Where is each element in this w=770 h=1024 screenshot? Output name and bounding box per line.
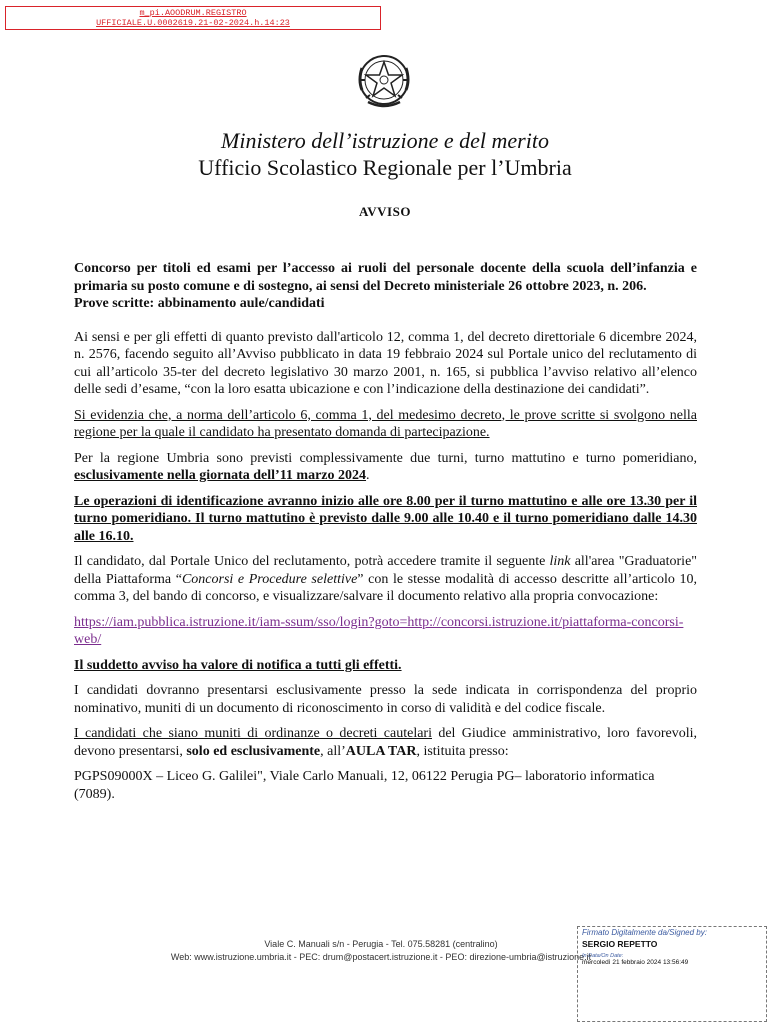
paragraph-8 [74, 725, 697, 760]
paragraph-2: Si evidenzia che, a norma dell’articolo 6, comma 1, del medesimo decreto, le prove scritte si svolgono nella regione per la quale il candidato ha presentato domanda di partecipazione. [74, 407, 697, 440]
signer-name: SERGIO REPETTO [582, 939, 658, 949]
protocol-line-1: m_pi.AOODRUM.REGISTRO [139, 8, 247, 18]
aula-tar: AULA TAR [345, 743, 417, 759]
platform-name: Concorsi e Procedure selettive [181, 571, 358, 587]
exam-date: esclusivamente nella giornata dell’11 marzo 2024 [74, 468, 367, 483]
signature-date: mercoledì 21 febbraio 2024 13:56:49 [582, 959, 689, 966]
paragraph-5 [74, 553, 697, 606]
paragraph-5-text-a: Il candidato, dal Portale Unico del reclutamento, potrà accedere tramite il seguente [74, 554, 550, 569]
protocol-line-2: UFFICIALE.U.0002619.21-02-2024.h.14:23 [96, 18, 290, 28]
paragraph-3 [74, 450, 697, 485]
paragraph-8-text-f: , istituita presso: [416, 743, 509, 759]
document-body [74, 260, 697, 811]
paragraph-5-text-c: ” con le stesse modalità di accesso descritte all’articolo 10, comma 3, del bando di concorso, e visualizzare/salvare il documento relativo alla propria convocazione: [74, 571, 698, 604]
footer [120, 938, 642, 964]
paragraph-9-venue: PGPS09000X – Liceo G. Galilei", Viale Carlo Manuali, 12, 06122 Perugia PG– laboratorio informatica (7089). [74, 769, 655, 802]
paragraph-1: Ai sensi e per gli effetti di quanto previsto dall'articolo 12, comma 1, del decreto direttoriale 6 dicembre 2024, n. 2576, facendo seguito all’Avviso pubblicato in data 19 febbraio 2024 sul Portale unico del reclutamento di cui all’articolo 35-ter del decreto legislativo 30 marzo 2001, n. 165, si pubblica l’avviso relativo all’elenco delle sedi d’esame, “con la loro esatta ubicazione e con l’indicazione della destinazione dei candidati”. [74, 329, 697, 397]
paragraph-8-emphasis: solo ed esclusivamente [186, 743, 321, 759]
notice-title [74, 260, 697, 313]
paragraph-8-text-b: del Giudice amministrativo, loro favorevoli, devono presentarsi, [74, 726, 697, 759]
notice-title-line-2: Prove scritte: abbinamento aule/candidati [74, 296, 325, 311]
notice-title-line-1: Concorso per titoli ed esami per l’accesso ai ruoli del personale docente della scuola dell’infanzia e primaria su posto comune e di sostegno, ai sensi del Decreto ministeriale 26 ottobre 2023, n. 206. [74, 261, 697, 294]
paragraph-8-text-d: , all’ [320, 743, 346, 759]
paragraph-5-link-word: link [549, 554, 571, 569]
paragraph-7: I candidati dovranno presentarsi esclusivamente presso la sede indicata in corrispondenza del proprio nominativo, muniti di un documento di riconoscimento in corso di validità e del codice fiscale. [74, 683, 697, 716]
paragraph-url [74, 614, 697, 649]
paragraph-4-schedule: Le operazioni di identificazione avranno inizio alle ore 8.00 per il turno mattutino e alle ore 13.30 per il turno pomeridiano. Il turno mattutino è previsto dalle 9.00 alle 10.40 e il turno pomeridiano dalle 14.30 alle 16.10. [74, 493, 697, 544]
footer-contacts: Web: www.istruzione.umbria.it - PEC: drum@postacert.istruzione.it - PEO: direzione-umbria@istruzione.it [170, 952, 592, 962]
convocation-link[interactable]: https://iam.pubblica.istruzione.it/iam-ssum/sso/login?goto=http://concorsi.istruzione.it/piattaforma-concorsi-web/ [74, 614, 684, 647]
italian-republic-emblem-icon [354, 50, 414, 112]
footer-address: Viale C. Manuali s/n - Perugia - Tel. 075.58281 (centralino) [264, 939, 498, 949]
protocol-stamp [5, 6, 381, 30]
document-type: AVVISO [359, 204, 411, 219]
office-name: Ufficio Scolastico Regionale per l’Umbria [198, 155, 572, 180]
signature-label: Firmato Digitalmente da/Signed by: [582, 928, 707, 937]
paragraph-8-text-a: I candidati che siano muniti di ordinanze o decreti cautelari [74, 726, 432, 741]
signature-date-label: In Data/On Date: [582, 953, 624, 959]
paragraph-5-text-b: all'area "Graduatorie" della Piattaforma “ [74, 554, 697, 587]
ministry-name: Ministero dell’istruzione e del merito [221, 128, 549, 153]
paragraph-3-end: . [366, 468, 370, 483]
paragraph-3-text: Per la regione Umbria sono previsti complessivamente due turni, turno mattutino e turno pomeridiano, [74, 450, 697, 466]
paragraph-6-notice: Il suddetto avviso ha valore di notifica a tutti gli effetti. [74, 657, 402, 673]
digital-signature-box [577, 926, 767, 1022]
